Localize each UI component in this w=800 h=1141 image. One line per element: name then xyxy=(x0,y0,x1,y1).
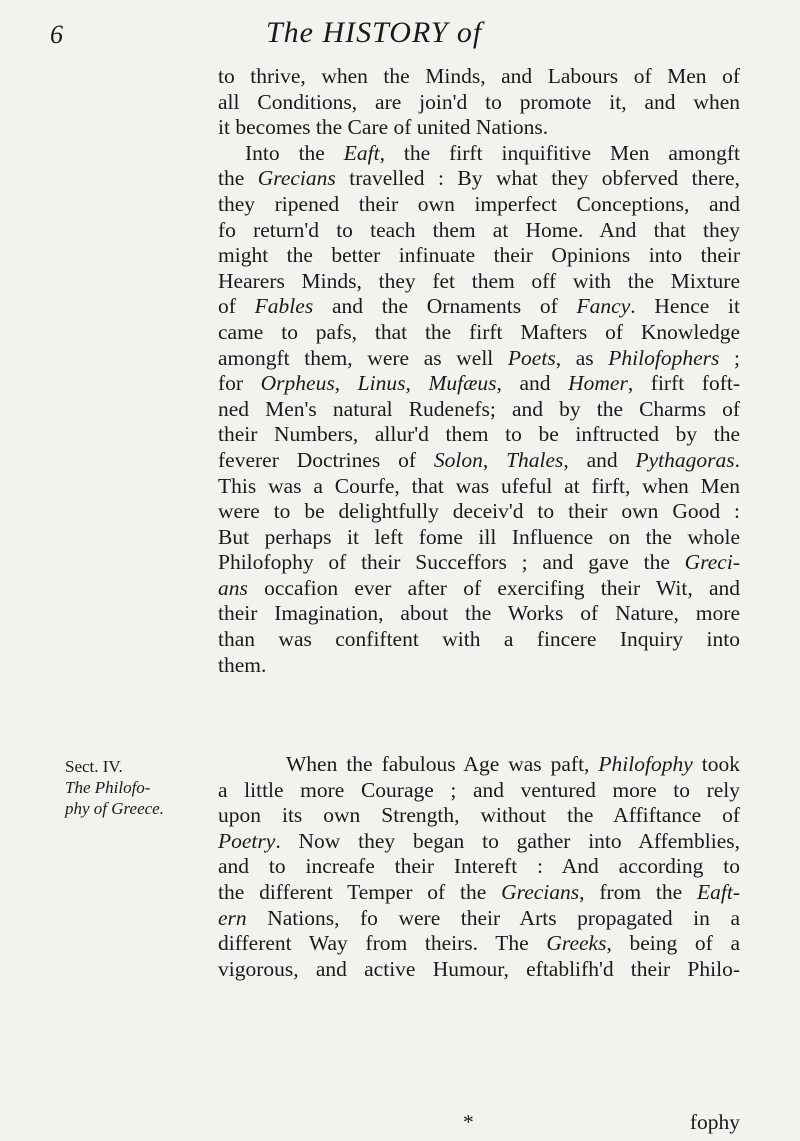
section-subject xyxy=(65,777,217,819)
main-text-upper xyxy=(218,64,740,678)
section-number: Sect. IV. xyxy=(65,757,123,776)
running-title: The HISTORY of xyxy=(266,16,483,49)
text-line: a little more Courage ; and ventured more to rely xyxy=(218,777,740,802)
text-line: all Conditions, are join'd to promote it, and when xyxy=(218,89,740,114)
margin-note xyxy=(65,756,217,819)
text-line: the Grecians travelled : By what they obferved there, xyxy=(218,166,740,191)
signature-mark: * xyxy=(463,1110,474,1134)
catchword: fophy xyxy=(689,1110,740,1134)
text-line: and to increafe their Intereft : And according to xyxy=(218,854,740,879)
text-line: fo return'd to teach them at Home. And that they xyxy=(218,217,740,242)
text-line: vigorous, and active Humour, eftablifh'd their Philo- xyxy=(218,956,740,981)
text-line: it becomes the Care of united Nations. xyxy=(218,115,549,140)
text-line: the different Temper of the Grecians, from the Eaft- xyxy=(218,879,740,904)
page-number: 6 xyxy=(50,20,63,49)
text-line: to thrive, when the Minds, and Labours of Men of xyxy=(218,64,740,88)
text-line: Hearers Minds, they fet them off with the Mixture xyxy=(218,268,740,293)
text-line: different Way from theirs. The Greeks, being of a xyxy=(218,931,740,956)
paragraph-1 xyxy=(218,64,740,141)
text-line: ern Nations, fo were their Arts propagated in a xyxy=(218,905,740,930)
text-line: than was confiftent with a fincere Inquiry into xyxy=(218,627,740,652)
text-line: their Imagination, about the Works of Nature, more xyxy=(218,601,740,626)
text-line: Philofophy of their Succeffors ; and gave the Greci- xyxy=(218,550,740,575)
paragraph-2 xyxy=(218,141,740,678)
text-line: for Orpheus, Linus, Mufæus, and Homer, firft foft- xyxy=(218,371,740,396)
text-line: But perhaps it left fome ill Influence on the whole xyxy=(218,524,740,549)
text-line: came to pafs, that the firft Mafters of Knowledge xyxy=(218,319,740,344)
text-line: upon its own Strength, without the Affiftance of xyxy=(218,803,740,828)
text-line: of Fables and the Ornaments of Fancy. Hence it xyxy=(218,294,740,319)
text-line: ned Men's natural Rudenefs; and by the Charms of xyxy=(218,396,740,421)
text-line: their Numbers, allur'd them to be inftructed by the xyxy=(218,422,740,447)
text-line: ans occafion ever after of exercifing their Wit, and xyxy=(218,575,740,600)
section-subject-line-1: The Philofo- xyxy=(65,778,151,797)
text-line: might the better infinuate their Opinions into their xyxy=(218,243,740,268)
main-text-lower xyxy=(218,752,740,982)
page-header xyxy=(50,16,770,52)
text-line: they ripened their own imperfect Conceptions, and xyxy=(218,191,740,216)
section-subject-line-2: phy of Greece. xyxy=(65,799,164,818)
page-footer xyxy=(218,1110,740,1136)
text-line: Poetry. Now they began to gather into Affemblies, xyxy=(218,828,740,853)
text-line: them. xyxy=(218,652,267,677)
text-line: When the fabulous Age was paft, Philofophy took xyxy=(286,752,740,776)
paragraph-3 xyxy=(218,752,740,982)
text-line: feverer Doctrines of Solon, Thales, and Pythagoras. xyxy=(218,447,741,472)
text-line: Into the Eaft, the firft inquifitive Men amongft xyxy=(245,140,740,165)
text-line: were to be delightfully deceiv'd to their own Good : xyxy=(218,499,740,524)
text-line: amongft them, were as well Poets, as Philofophers ; xyxy=(218,345,740,370)
text-line: This was a Courfe, that was ufeful at firft, when Men xyxy=(218,473,740,498)
